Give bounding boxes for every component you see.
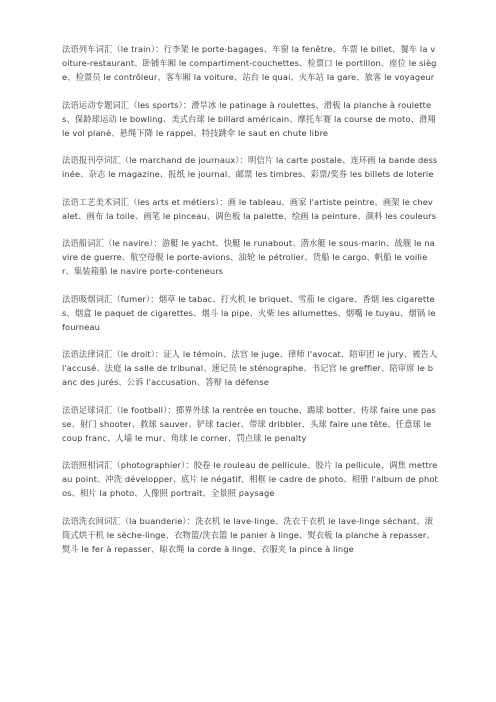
document-body — [62, 42, 438, 569]
paragraph-ship-vocabulary: 法语船词汇（le navire）：游艇 le yacht、快艇 le runabout、潜水艇 le sous-marin、战舰 le navire de guerre、航空母舰 le porte-avions、油轮 le pétrolier、货船 le cargo、帆船 le voilier、集装箱船 le navire porte-conteneurs — [62, 238, 435, 276]
paragraph-smoking-vocabulary: 法语吸烟词汇（fumer）：烟草 le tabac、打火机 le briquet、雪茄 le cigare、香烟 les cigarettes、烟盒 le paquet de cigarettes、烟斗 la pipe、火柴 les allumettes、烟嘴 le tuyau、烟锅 le fourneau — [62, 293, 436, 332]
paragraph-law-vocabulary: 法语法律词汇（le droit）：证人 le témoin、法官 le juge、律师 l'avocat、陪审团 le jury、被告人 l'accusé、法庭 la salle de tribunal、速记员 le sténographe、书记官 le greffier、陪审席 le banc des jurés、公诉 l'accusation、答辩 la défense — [62, 349, 438, 387]
paragraph-laundry-vocabulary: 法语洗衣间词汇（la buanderie）：洗衣机 le lave-linge、洗衣干衣机 le lave-linge séchant、滚筒式烘干机 le sèche-linge、衣物篮/洗衣篮 le panier à linge、熨衣板 la planche à repasser、熨斗 le fer à repasser、晾衣绳 la corde à linge、衣服夹 la pince à linge — [62, 515, 435, 554]
paragraph-photography-vocabulary: 法语照相词汇（photographier）：胶卷 le rouleau de pellicule、胶片 la pellicule、调焦 mettre au point、冲洗 développer、底片 le négatif、相框 le cadre de photo、相册 l'album de photos、相片 la photo、人像照 portrait、全景照 paysage — [62, 460, 438, 498]
paragraph-newsstand-vocabulary: 法语报刊亭词汇（le marchand de journaux）：明信片 la carte postale、连环画 la bande dessinée、杂志 le magazine、报纸 le journal、邮票 les timbres、彩票/奖券 les billets de loterie — [62, 155, 438, 179]
paragraph-arts-vocabulary: 法语工艺美术词汇（les arts et métiers）：画 le tableau、画家 l'artiste peintre、画架 le chevalet、画布 la toile、画笔 le pinceau、调色板 la palette、绘画 la peinture、颜料 les couleurs — [62, 196, 437, 221]
paragraph-sports-vocabulary: 法语运动专题词汇（les sports）：滑旱冰 le patinage à roulettes、滑板 la planche à roulettes、保龄球运动 le bowling、美式台球 le billard américain、摩托车赛 la course de moto、滑翔 le vol plané、悬绳下降 le rappel、特技跳伞 le saut en chute libre — [62, 99, 436, 138]
paragraph-football-vocabulary: 法语足球词汇（le football）：掷界外球 la rentrée en touche、踢球 botter、传球 faire une passe、射门 shooter、救球 sauver、铲球 tacler、带球 dribbler、头球 faire une tête、任意球 le coup franc、人墙 le mur、角球 le corner、罚点球 le penalty — [62, 404, 436, 443]
paragraph-train-vocabulary: 法语列车词汇（le train）：行李架 le porte-bagages、车窗 la fenêtre、车票 le billet、餐车 la voiture-restaurant、卧铺车厢 le compartiment-couchettes、检票口 le portillon、座位 le siège、检票员 le contrôleur、客车厢 la voiture、站台 le quai、火车站 la gare、旅客 le voyageur — [62, 44, 437, 82]
